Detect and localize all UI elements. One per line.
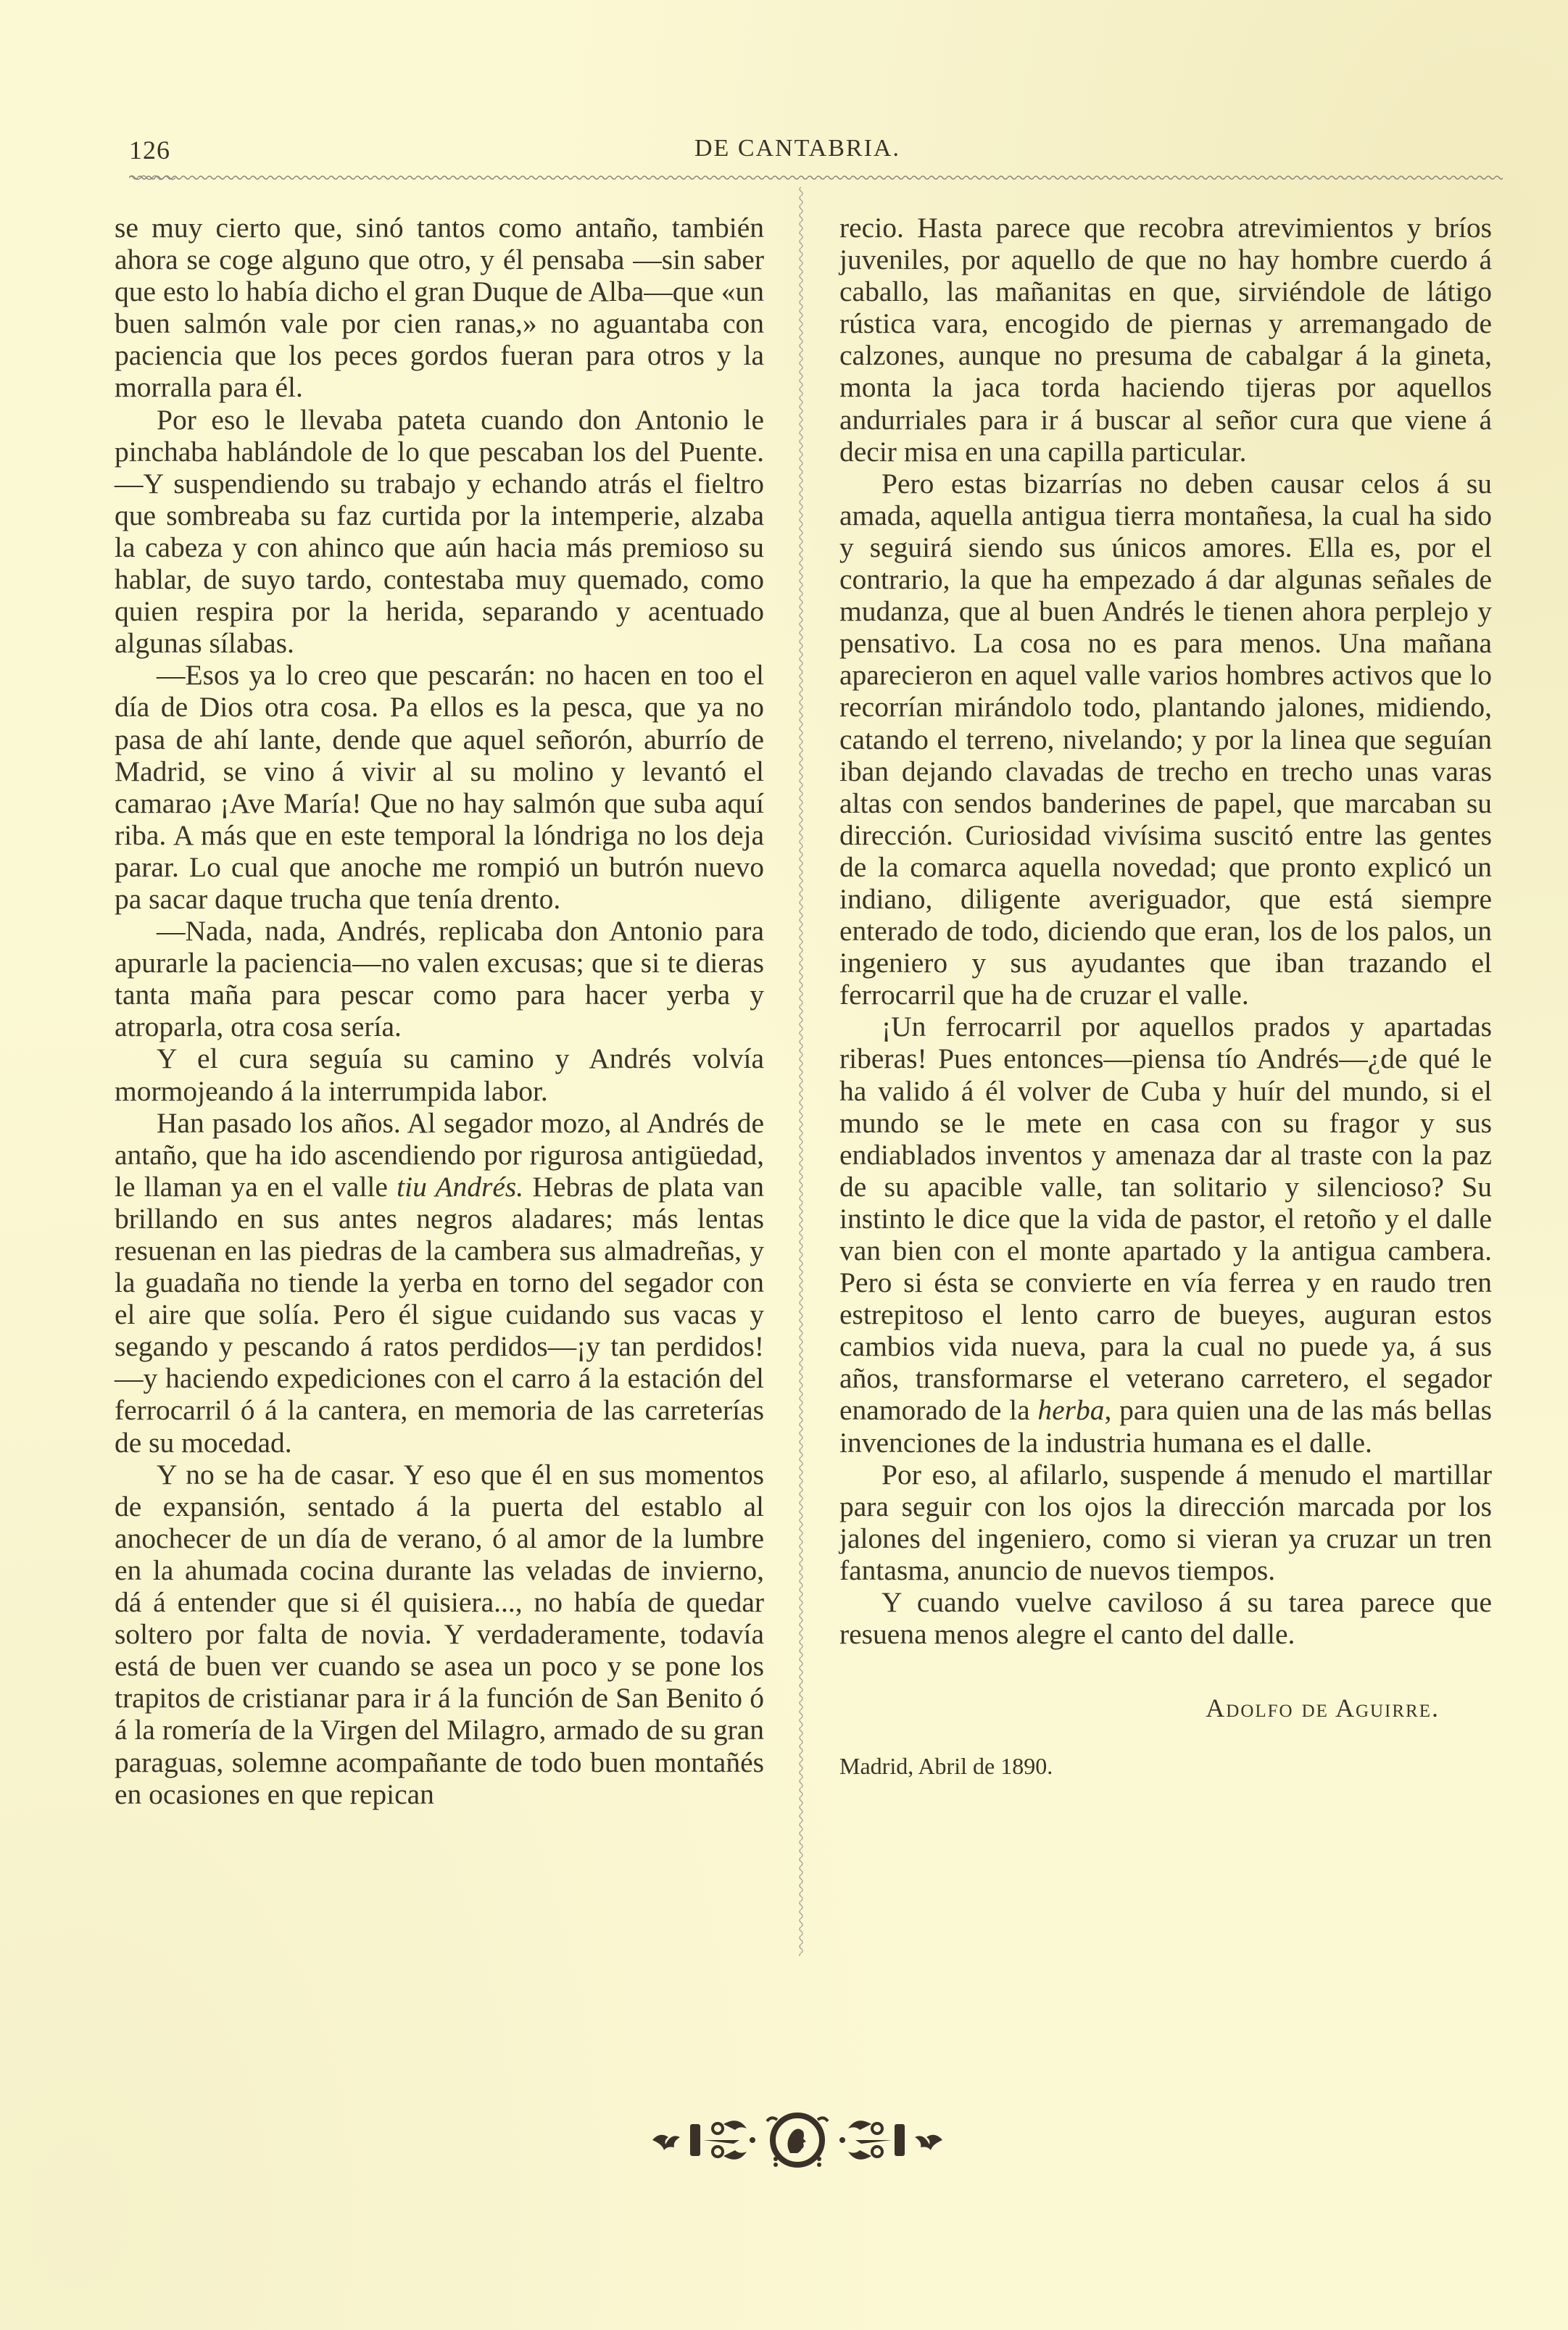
tailpiece-ornament-icon	[645, 2111, 950, 2169]
paragraph: —Esos ya lo creo que pescarán: no hacen en too el día de Dios otra cosa. Pa ellos es la pesca, que ya no pasa de ahí lante, dende que aquel señorón, aburrío de Madrid, se vino á vivir al su molino y levantó el camarao ¡Ave María! Que no hay salmón que suba aquí riba. A más que en este temporal la lóndriga no los deja parar. Lo cual que anoche me rompió un butrón nuevo pa sacar daque trucha que tenía drento.	[115, 659, 764, 915]
paragraph: Por eso, al afilarlo, suspende á menudo el martillar para seguir con los ojos la dirección marcada por los jalones del ingeniero, como si vieran ya cruzar un tren fantasma, anuncio de nuevos tiempos.	[839, 1458, 1492, 1586]
paragraph: Y el cura seguía su camino y Andrés volvía mormojeando á la interrumpida labor.	[115, 1042, 764, 1107]
page-number: 126	[129, 136, 170, 165]
paragraph: Pero estas bizarrías no deben causar celos á su amada, aquella antigua tierra montañesa, la cual ha sido y seguirá siendo sus únicos amores. Ella es, por el contrario, la que ha empezado á dar algunas señales de mudanza, que al buen Andrés le tienen ahora perplejo y pensativo. La cosa no es para menos. Una mañana aparecieron en aquel valle varios hombres activos que lo recorrían mirándolo todo, plantando jalones, midiendo, catando el terreno, nivelando; y por la linea que seguían iban dejando clavadas de trecho en trecho unas varas altas con sendos banderines de papel, que marcaban su dirección. Curiosidad vivísima suscitó entre las gentes de la comarca aquella novedad; que pronto explicó un indiano, diligente averiguador, que está siempre enterado de todo, diciendo que eran, los de los palos, un ingeniero y sus ayudantes que iban trazando el ferrocarril que ha de cruzar el valle.	[839, 467, 1492, 1011]
paragraph: —Nada, nada, Andrés, replicaba don Antonio para apurarle la paciencia—no valen excusas; que si te dieras tanta maña para pescar como para hacer yerba y atroparla, otra cosa sería.	[115, 915, 764, 1043]
paragraph: se muy cierto que, sinó tantos como antaño, también ahora se coge alguno que otro, y él pensaba —sin saber que esto lo había dicho el gran Duque de Alba—que «un buen salmón vale por cien ranas,» no aguantaba con paciencia que los peces gordos fueran para otros y la morralla para él.	[115, 212, 764, 404]
page-header	[129, 130, 1503, 174]
paragraph	[839, 1011, 1492, 1458]
italic-phrase: tiu Andrés.	[397, 1170, 524, 1203]
paragraph: recio. Hasta parece que recobra atrevimientos y bríos juveniles, por aquello de que no hay hombre cuerdo á caballo, las mañanitas en que, sirviéndole de látigo rústica vara, encogido de piernas y arremangado de calzones, aunque no presuma de cabalgar á la gineta, monta la jaca torda haciendo tijeras por aquellos andurriales para ir á buscar al señor cura que viene á decir misa en una capilla particular.	[839, 212, 1492, 468]
paragraph-text: Hebras de plata van brillando en sus antes negros aladares; más lentas resuenan en las piedras de la cambera sus almadreñas, y la guadaña no tiende la yerba en torno del segador con el aire que solía. Pero él sigue cuidando sus vacas y segando y pescando á ratos perdidos—¡y tan perdidos!—y haciendo expediciones con el carro á la estación del ferrocarril ó á la cantera, en memoria de las carreterías de su mocedad.	[115, 1170, 765, 1459]
running-title: DE CANTABRIA.	[694, 135, 900, 162]
paragraph-text: , para quien una de las más bellas invenciones de la industria humana es el dalle.	[839, 1394, 1492, 1459]
wavy-header-rule	[129, 174, 1503, 181]
paragraph: Y cuando vuelve caviloso á su tarea parece que resuena menos alegre el canto del dalle.	[839, 1586, 1492, 1651]
right-column	[839, 212, 1492, 1782]
paragraph: Y no se ha de casar. Y eso que él en sus momentos de expansión, sentado á la puerta del establo al anochecer de un día de verano, ó al amor de la lumbre en la ahumada cocina durante las veladas de invierno, dá á entender que si él quisiera..., no había de quedar soltero por falta de novia. Y verdaderamente, todavía está de buen ver cuando se asea un poco y se pone los trapitos de cristianar para ir á la función de San Benito ó á la romería de la Virgen del Milagro, armado de su gran paraguas, solemne acompañante de todo buen montañés en ocasiones en que repican	[115, 1458, 764, 1810]
paragraph-text: ¡Un ferrocarril por aquellos prados y apartadas riberas! Pues entonces—piensa tío Andrés—¿de qué le ha valido á él volver de Cuba y huír del mundo, si el mundo se le mete en casa con su fragor y sus endiablados inventos y amenaza dar al traste con la paz de su apacible valle, tan solitario y silencioso? Su instinto le dice que la vida de pastor, el retoño y el dalle van bien con el monte apartado y la antigua cambera. Pero si ésta se convierte en vía ferrea y en raudo tren estrepitoso el lento carro de bueyes, auguran estos cambios vida nueva, para la cual no puede ya, á sus años, transformarse el veterano carretero, el segador enamorado de la	[839, 1011, 1492, 1427]
paragraph: Por eso le llevaba pateta cuando don Antonio le pinchaba hablándole de lo que pescaban los del Puente.—Y suspendiendo su trabajo y echando atrás el fieltro que sombreaba su faz curtida por la intemperie, alzaba la cabeza y con ahinco que aún hacia más premioso su hablar, de suyo tardo, contestaba muy quemado, como quien respira por la herida, separando y acentuado algunas sílabas.	[115, 403, 764, 660]
author-signature: Adolfo de Aguirre.	[1206, 1693, 1440, 1723]
paragraph-text: Han pasado los años. Al segador mozo, al Andrés de antaño, que ha ido ascendiendo por rigurosa antigüedad, le llaman ya en el valle	[115, 1106, 764, 1203]
wavy-column-divider	[797, 187, 805, 1956]
dateline: Madrid, Abril de 1890.	[839, 1753, 1053, 1780]
paragraph	[115, 1107, 764, 1459]
italic-phrase: herba	[1037, 1394, 1105, 1427]
left-column	[115, 212, 764, 1810]
